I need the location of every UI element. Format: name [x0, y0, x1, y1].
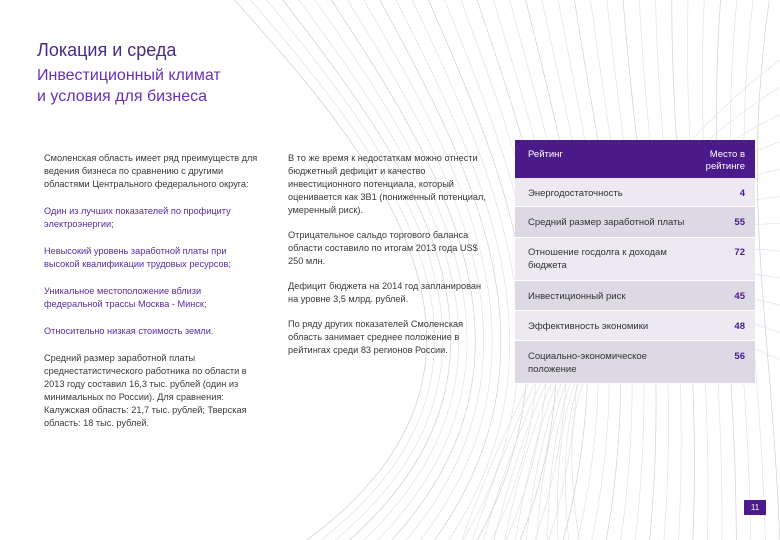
advantages-column: [44, 152, 259, 444]
rating-row-value: 72: [734, 247, 745, 258]
page-number: 11: [744, 500, 766, 515]
rating-row: [515, 238, 755, 281]
salary-paragraph: Средний размер заработной платы среднестатистического работника по области в 2013 году составил 16,3 тыс. рублей (один из минимальных по России). Для сравнения: Калужская область: 21,7 тыс. рублей; Тверская область: 18 тыс. рублей.: [44, 353, 247, 428]
disadvantage-paragraph: По ряду других показателей Смоленская область занимает среднее положение в рейтингах среди 83 регионов России.: [288, 319, 464, 355]
advantage-item: Один из лучших показателей по профициту электроэнергии;: [44, 206, 231, 229]
rating-table-header: [515, 140, 755, 178]
rating-row: [515, 311, 755, 341]
decorative-curve: [757, 0, 780, 540]
disadvantage-paragraph: Отрицательное сальдо торгового баланса области составило по итогам 2013 года US$ 250 млн.: [288, 230, 478, 266]
page-subtitle: [37, 65, 221, 107]
advantage-item: Уникальное местоположение вблизи федеральной трассы Москва - Минск;: [44, 286, 207, 309]
rating-row-label: Отношение госдолга к доходам бюджета: [528, 247, 667, 271]
subtitle-line-2: и условия для бизнеса: [37, 88, 208, 105]
rating-row-label: Энергодостаточность: [528, 188, 623, 199]
disadvantage-paragraph: Дефицит бюджета на 2014 год запланирован на уровне 3,5 млрд. рублей.: [288, 281, 482, 304]
rating-row-label: Эффективность экономики: [528, 321, 649, 332]
disadvantage-paragraph: В то же время к недостаткам можно отнести бюджетный дефицит и качество инвестиционного потенциала, который оценивается как 3В1 (пониженный потенциал, умеренный риск).: [288, 153, 486, 215]
page-title: Локация и среда: [37, 40, 177, 60]
rating-row-value: 48: [734, 321, 745, 332]
advantages-intro: Смоленская область имеет ряд преимуществ для ведения бизнеса по сравнению с другими областями Центрального федерального округа:: [44, 153, 258, 189]
subtitle-line-1: Инвестиционный климат: [37, 67, 221, 84]
advantage-item: Относительно низкая стоимость земли.: [44, 326, 214, 336]
rating-row: [515, 281, 755, 311]
rating-row-label: Социально-экономическое положение: [528, 351, 647, 375]
rating-row: [515, 207, 755, 238]
rating-row: [515, 341, 755, 384]
rating-row-value: 55: [734, 217, 745, 228]
rating-row-label: Инвестиционный риск: [528, 291, 626, 302]
disadvantages-column: [288, 152, 493, 369]
rating-row-label: Средний размер заработной платы: [528, 217, 685, 228]
rating-header-place: Место в рейтинге: [705, 149, 745, 172]
rating-row-value: 56: [734, 351, 745, 362]
rating-header-label: Рейтинг: [528, 149, 563, 160]
rating-row: [515, 178, 755, 207]
rating-table: [515, 140, 755, 384]
advantage-item: Невысокий уровень заработной платы при высокой квалификации трудовых ресурсов;: [44, 246, 231, 269]
rating-row-value: 45: [734, 291, 745, 302]
rating-row-value: 4: [739, 188, 745, 199]
